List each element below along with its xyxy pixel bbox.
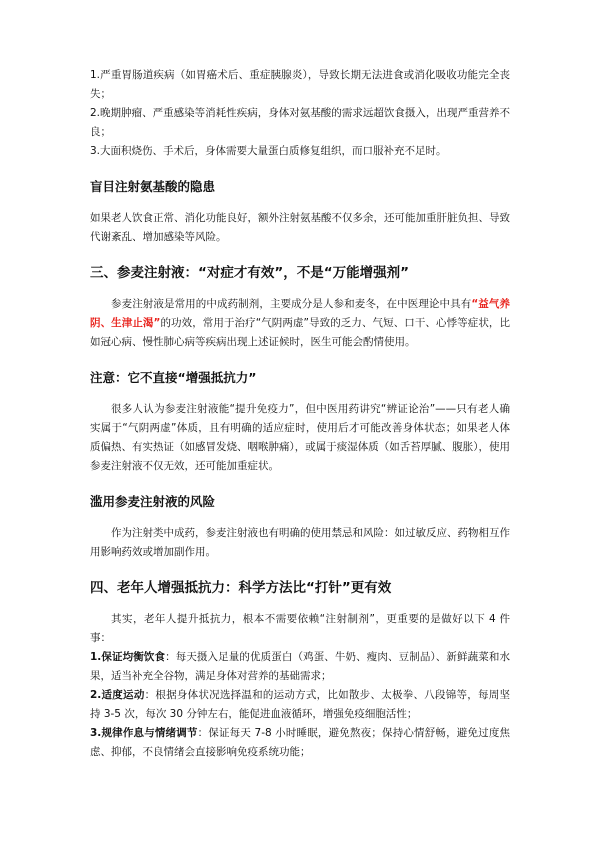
document-page (90, 66, 510, 762)
section-heading-abuse: 滥用参麦注射液的风险 (90, 494, 216, 509)
highlight-text: “益气养阴、生津止渴” (90, 298, 511, 329)
list-item: 1.严重胃肠道疾病（如胃癌术后、重症胰腺炎），导致长期无法进食或消化吸收功能完全丧失； (90, 69, 510, 100)
list-item: 3.规律作息与情绪调节：保证每天 7-8 小时睡眠，避免熬夜；保持心情舒畅，避免过度焦虑、抑郁，不良情绪会直接影响免疫系统功能； (90, 727, 510, 758)
list-item: 2.适度运动：根据身体状况选择温和的运动方式，比如散步、太极拳、八段锦等，每周坚持 3-5 次，每次 30 分钟左右，能促进血液循环，增强免疫细胞活性； (90, 689, 511, 720)
section-heading-blind-injection: 盲目注射氨基酸的隐患 (90, 179, 216, 194)
list-item: 2.晚期肿瘤、严重感染等消耗性疾病，身体对氨基酸的需求远超饮食摄入，出现严重营养不良； (90, 107, 510, 138)
paragraph-section4-intro: 其实，老年人提升抵抗力，根本不需要依赖“注射制剂”，更重要的是做好以下 4 件事： (90, 613, 510, 644)
list-item: 1.保证均衡饮食：每天摄入足量的优质蛋白（鸡蛋、牛奶、瘦肉、豆制品）、新鲜蔬菜和水果，适当补充全谷物，满足身体对营养的基础需求； (90, 651, 510, 682)
list-item: 3.大面积烧伤、手术后，身体需要大量蛋白质修复组织，而口服补充不足时。 (90, 145, 447, 157)
paragraph-blind-injection: 如果老人饮食正常、消化功能良好，额外注射氨基酸不仅多余，还可能加重肝脏负担、导致代谢紊乱、增加感染等风险。 (90, 212, 510, 243)
section-heading-4: 四、老年人增强抵抗力：科学方法比“打针”更有效 (90, 580, 392, 596)
section-heading-3: 三、参麦注射液：“对症才有效”，不是“万能增强剂” (90, 265, 409, 281)
paragraph-shenmai-intro: 参麦注射液是常用的中成药制剂，主要成分是人参和麦冬，在中医理论中具有“益气养阴、生津止渴”的功效，常用于治疗“气阴两虚”导致的乏力、气短、口干、心悸等症状，比如冠心病、慢性肺心病等疾病出现上述证候时，医生可能会酌情使用。 (90, 298, 511, 348)
section-heading-note: 注意：它不直接“增强抵抗力” (90, 370, 257, 385)
paragraph-note: 很多人认为参麦注射液能“提升免疫力”，但中医用药讲究“辨证论治”——只有老人确实属于“气阴两虚”体质，且有明确的适应症时，使用后才可能改善身体状态；如果老人体质偏热、有实热证（如感冒发烧、咽喉肿痛），或属于痰湿体质（如舌苔厚腻、腹胀），使用参麦注射液不仅无效，还可能加重症状。 (90, 403, 510, 472)
paragraph-abuse: 作为注射类中成药，参麦注射液也有明确的使用禁忌和风险：如过敏反应、药物相互作用影响药效或增加副作用。 (90, 527, 510, 558)
